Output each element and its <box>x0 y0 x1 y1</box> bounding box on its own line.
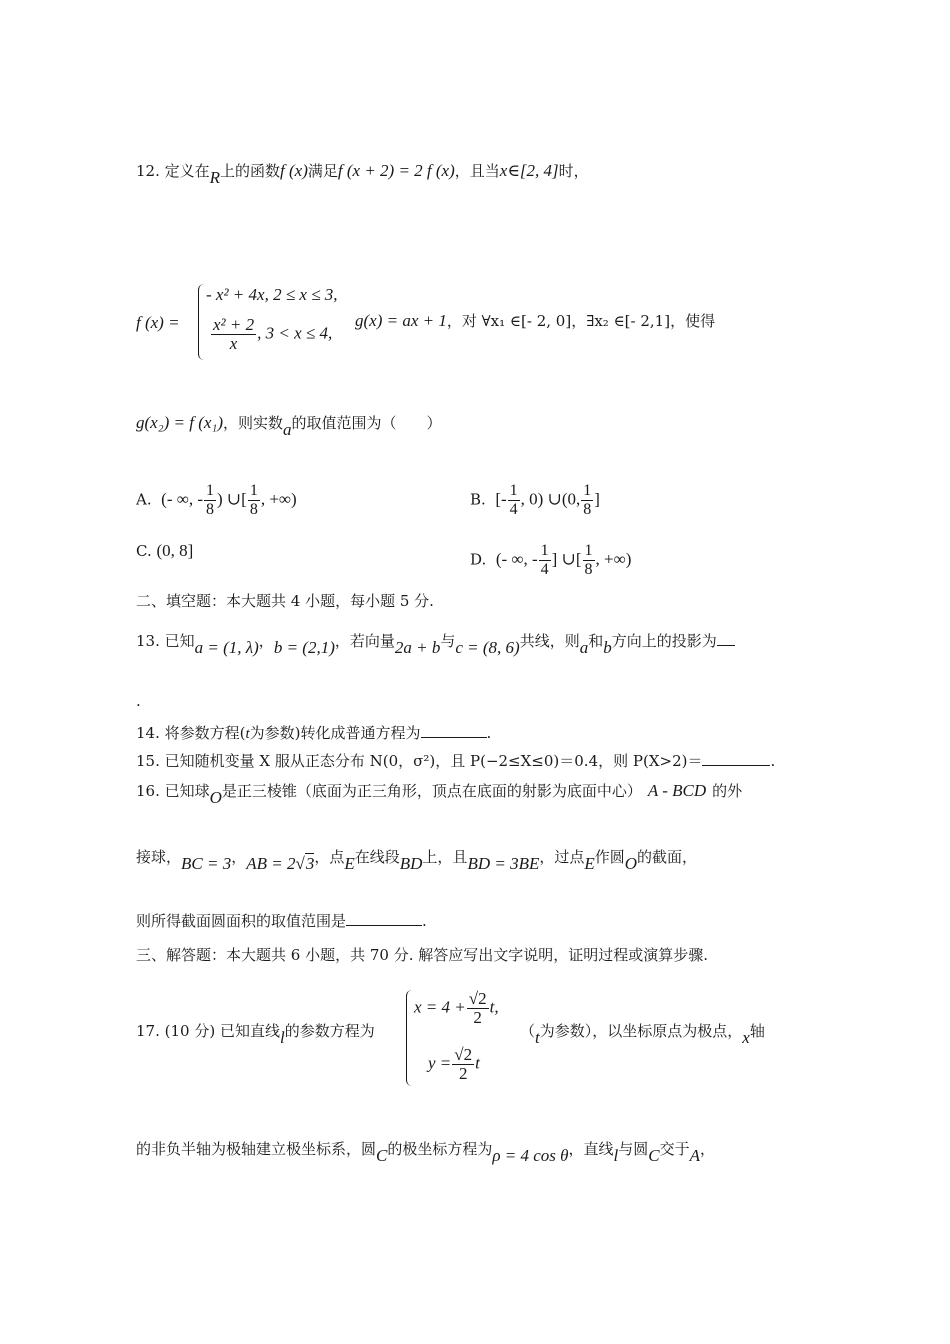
q14-line <box>136 722 491 745</box>
q14-end: . <box>486 724 492 742</box>
q16-ab: AB = 2√3 <box>246 854 315 873</box>
q16-line1 <box>136 780 743 807</box>
q12-line1 <box>136 160 589 187</box>
q17-text: 为参数），以坐标原点为极点， <box>539 1022 743 1040</box>
choice-label: B. <box>470 490 486 509</box>
q12-piece1: - x² + 4x, 2 ≤ x ≤ 3, <box>206 285 338 304</box>
q12-var-a: a <box>283 420 292 439</box>
q17-text: 轴 <box>749 1022 765 1040</box>
fraction-numerator: 1 <box>509 482 518 499</box>
q17-text: 的极坐标方程为 <box>387 1140 493 1158</box>
choice-text: [- <box>495 489 507 509</box>
q12-piece2 <box>210 316 332 353</box>
q12-piece2-fraction <box>211 316 256 353</box>
choice-B <box>470 482 600 519</box>
q13-text: 和 <box>588 632 604 650</box>
q12-text: ，则实数 <box>223 414 284 432</box>
answer-blank <box>717 631 735 646</box>
param-brace <box>406 990 414 1086</box>
choice-label: D. <box>470 550 487 569</box>
choice-D <box>470 542 631 579</box>
q17-text: 交于 <box>659 1140 690 1158</box>
q12-piece-lhs: f (x) = <box>136 313 180 332</box>
q16-bd-eq: BD = 3BE <box>467 854 540 873</box>
choice-text: ) ∪[ <box>217 489 247 509</box>
fraction-numerator: 1 <box>206 482 215 499</box>
q13-vector-a: a = (1, λ) <box>194 638 259 657</box>
q13-vector-c: c = (8, 6) <box>455 638 520 657</box>
q12-quantifiers: ，对 ∀x₁ ∈[- 2, 0]，∃x₂ ∈[- 2,1]，使得 <box>446 312 716 330</box>
choice-label: C. <box>136 542 152 560</box>
q12-g-def: g(x) = ax + 1 <box>355 311 447 330</box>
q12-line2-tail <box>355 310 715 332</box>
q12-text: 满足 <box>307 162 338 180</box>
q17-y-lhs: y = <box>428 1053 452 1073</box>
fraction-denominator: 4 <box>509 501 518 518</box>
q13-text: 与 <box>440 632 456 650</box>
q16-text: 接球， <box>136 848 182 866</box>
fraction-denominator: 2 <box>473 1008 482 1027</box>
q16-segment-BD: BD <box>399 854 423 873</box>
q17-text: 的非负半轴为极轴建立极坐标系，圆 <box>136 1140 377 1158</box>
fraction-numerator: √2 <box>468 989 487 1008</box>
fraction-denominator: x <box>229 334 238 353</box>
q17-line1-right <box>520 1020 765 1047</box>
fraction-numerator: 1 <box>540 542 549 559</box>
q13-text: ， <box>258 632 274 650</box>
choice-text: , +∞) <box>595 549 632 569</box>
q12-text: 时， <box>558 162 589 180</box>
q13-vector-b: b = (2,1) <box>273 638 335 657</box>
q16-text: ，过点 <box>539 848 585 866</box>
fraction-denominator: 2 <box>458 1064 468 1083</box>
q17-x-eq <box>414 990 499 1027</box>
q17-circle-C: C <box>376 1146 388 1165</box>
q17-y-tail: t <box>475 1053 480 1073</box>
q16-line2 <box>136 846 698 873</box>
q16-text: ， <box>231 848 247 866</box>
q17-x-tail: t, <box>489 997 499 1017</box>
q12-interval: x∈[2, 4] <box>499 161 559 180</box>
q17-point-A: A <box>689 1146 701 1165</box>
q15-text: 15. 已知随机变量 X 服从正态分布 N(0，σ²)，且 P(−2≤X≤0)＝0.4，则 P(X>2)＝ <box>136 752 703 770</box>
q12-fx: f (x) <box>280 161 308 180</box>
q13-var-a: a <box>579 638 589 657</box>
choice-text: (0, 8] <box>156 541 194 560</box>
q12-g-eq: g(x₂) = f (x₁) <box>136 413 224 432</box>
q16-sphere-O: O <box>624 854 638 873</box>
q12-text: 的取值范围为（ ） <box>291 414 442 432</box>
q17-circle-C: C <box>648 1146 660 1165</box>
answer-blank <box>346 911 422 926</box>
answer-blank <box>702 751 770 766</box>
q17-text: （ <box>520 1022 536 1040</box>
q17-text: ，直线 <box>568 1140 614 1158</box>
q12-text: 上的函数 <box>220 162 281 180</box>
section-2-heading: 二、填空题：本大题共 4 小题，每小题 5 分. <box>136 592 434 610</box>
fraction-numerator: 1 <box>584 542 593 559</box>
q15-line <box>136 750 775 772</box>
fraction-numerator: 1 <box>249 482 258 499</box>
q17-polar-eq: ρ = 4 cos θ <box>492 1146 569 1165</box>
q16-line3 <box>136 910 427 932</box>
fraction-numerator: 1 <box>583 482 592 499</box>
fraction-numerator: x² + 2 <box>213 315 255 334</box>
choice-label: A. <box>136 490 152 509</box>
q16-ab-lhs: AB = 2 <box>246 854 296 873</box>
q17-text: 的参数方程为 <box>284 1022 375 1040</box>
q17-line-l: l <box>279 1028 285 1047</box>
q13-text: 13. 已知 <box>136 632 195 650</box>
fraction-denominator: 8 <box>249 501 258 518</box>
q14-text: 14. 将参数方程( <box>136 724 246 742</box>
q16-text: ，点 <box>314 848 345 866</box>
q16-text: 16. 已知球 <box>136 782 210 800</box>
q17-x-lhs: x = 4 + <box>414 997 466 1017</box>
choice-text: (- ∞, - <box>161 489 204 509</box>
q16-pyramid: A - BCD <box>647 781 707 800</box>
q17-var-t: t <box>535 1028 540 1047</box>
q17-x-axis: x <box>742 1028 750 1047</box>
q13-text: 共线，则 <box>519 632 580 650</box>
q16-text: 的截面， <box>637 848 698 866</box>
fraction-denominator: 8 <box>583 501 592 518</box>
q16-text: 则所得截面圆面积的取值范围是 <box>136 912 347 930</box>
q16-sphere-O: O <box>209 788 222 807</box>
fraction-denominator: 4 <box>540 561 549 578</box>
q17-y-eq <box>428 1046 480 1083</box>
q16-point-E: E <box>584 854 595 873</box>
q12-line3 <box>136 412 442 439</box>
q12-functional-eq: f (x + 2) = 2 f (x) <box>337 161 455 180</box>
q14-var-t: t <box>245 726 250 742</box>
q12-piece2-tail: , 3 < x ≤ 4, <box>257 323 333 343</box>
choice-text: , +∞) <box>260 489 297 509</box>
q12-set-R: R <box>209 168 221 187</box>
q13-var-b: b <box>603 638 612 657</box>
q17-text: 与圆 <box>618 1140 649 1158</box>
q17-line2 <box>136 1138 716 1165</box>
q12-intro: 12. 定义在 <box>136 162 210 180</box>
choice-A <box>136 482 297 519</box>
q13-tail: . <box>136 692 141 710</box>
q16-ab-root: 3 <box>305 854 315 873</box>
choice-text: ] <box>594 489 600 509</box>
q12-text: ，且当 <box>454 162 500 180</box>
q14-text: 为参数)转化成普通方程为 <box>249 724 421 742</box>
q16-text: 是正三棱锥（底面为正三角形，顶点在底面的射影为底面中心） <box>221 782 642 800</box>
fraction-denominator: 8 <box>206 501 215 518</box>
choice-text: (- ∞, - <box>495 549 538 569</box>
q16-text: 作圆 <box>594 848 625 866</box>
q16-point-E: E <box>344 854 355 873</box>
q17-line-l: l <box>613 1146 619 1165</box>
q13-expression: 2a + b <box>394 638 441 657</box>
q16-end: . <box>422 912 427 930</box>
q17-text: ， <box>700 1140 716 1158</box>
choice-text: ] ∪[ <box>551 549 582 569</box>
fraction-numerator: √2 <box>454 1045 473 1064</box>
choice-C <box>136 540 193 562</box>
q16-text: 的外 <box>712 782 743 800</box>
q13-text: ，若向量 <box>334 632 395 650</box>
answer-blank <box>421 723 487 738</box>
q16-text: 在线段 <box>354 848 400 866</box>
choice-text: , 0) ∪(0, <box>520 489 581 509</box>
q17-line1-left <box>136 1020 375 1047</box>
q15-end: . <box>770 752 776 770</box>
q16-bc: BC = 3 <box>181 854 232 873</box>
section-3-heading: 三、解答题：本大题共 6 小题，共 70 分. 解答应写出文字说明，证明过程或演算步骤. <box>136 946 709 964</box>
q13-text: 方向上的投影为 <box>611 632 717 650</box>
fraction-denominator: 8 <box>584 561 593 578</box>
q16-text: 上，且 <box>422 848 468 866</box>
q13-line1 <box>136 630 735 657</box>
q17-text: 17. (10 分) 已知直线 <box>136 1022 280 1040</box>
